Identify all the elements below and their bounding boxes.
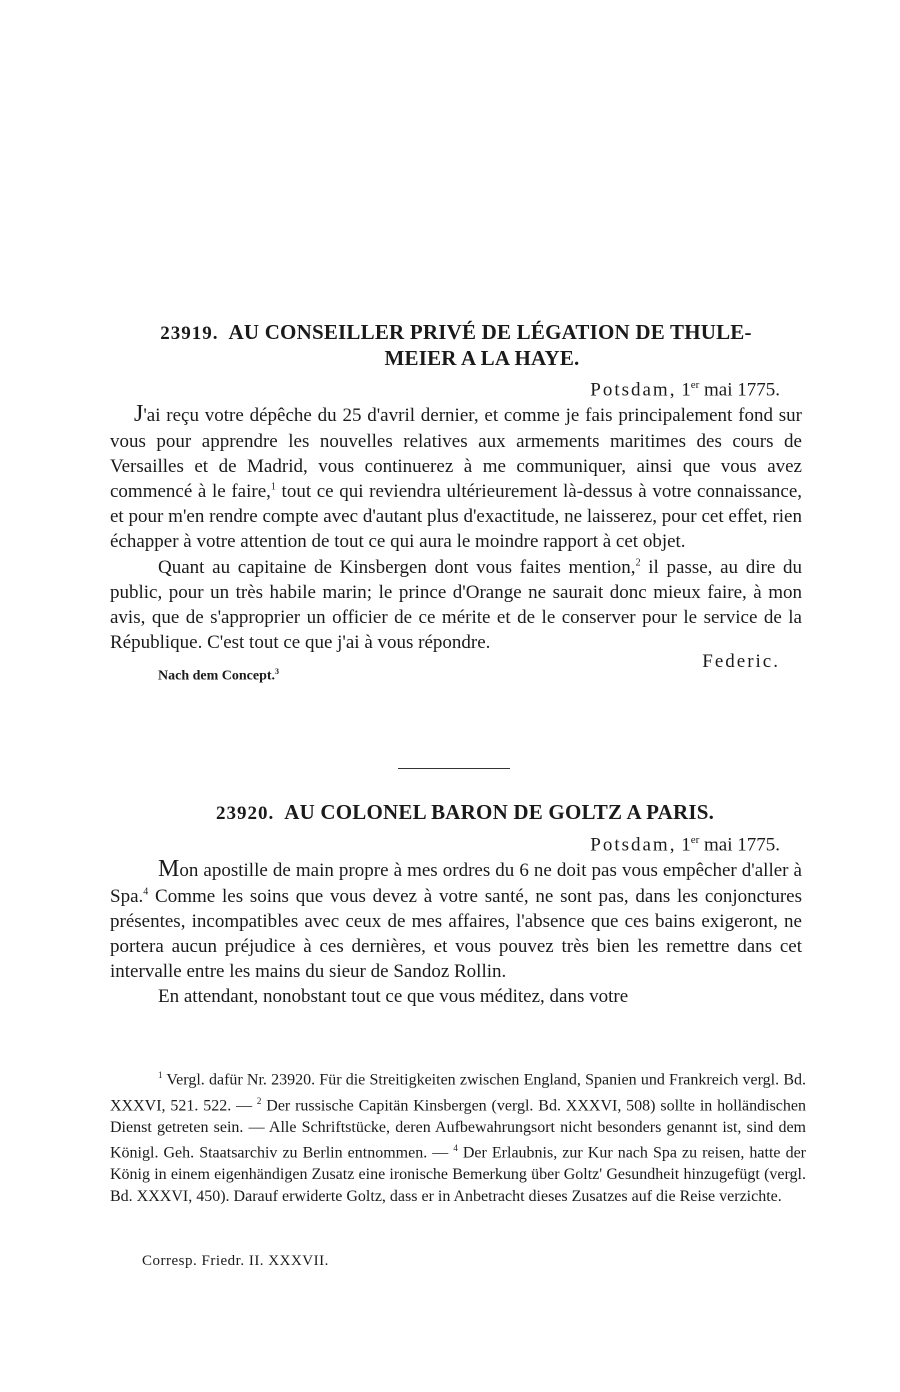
letter-title: AU COLONEL BARON DE GOLTZ A PARIS. — [284, 800, 715, 824]
letter-23919 — [110, 320, 802, 685]
footnote-text: Vergl. dafür Nr. 23920. Für die Streitigkeiten zwischen England, Spanien und Frankreich vergl. Bd. XXXVI, 521. 522. — — [110, 1071, 806, 1115]
paragraph — [110, 555, 802, 656]
paragraph-text: tout ce qui reviendra ultérieurement là-dessus à votre connaissance, et pour m'en rendre compte avec d'autant plus d'exactitude, ne laisserez, pour cet effet, rien échapper à votre attention de tout ce qui aura le moindre rapport à cet objet. — [110, 480, 802, 553]
dateline-day: 1 — [681, 379, 691, 401]
separator-rule — [398, 768, 510, 769]
dateline-day-suffix: er — [690, 379, 700, 391]
paragraph-text: 'ai reçu votre dépêche du 25 d'avril dernier, et comme je fais principalement fond sur vous pour apprendre les nouvelles relatives aux armements maritimes des cours de Versailles et de Madrid, vous continuerez à me communiquer, ainsi que vous avez commencé à le faire, — [110, 405, 802, 502]
footnote-text: Der russische Capitän Kinsbergen (vergl. Bd. XXXVI, 508) sollte in holländischen Dienst getreten sein. — Alle Schriftstücke, deren Aufbewahrungsort nicht besonders genannt ist, sind dem Königl. Geh. Staatsarchiv zu Berlin entnommen. — — [110, 1097, 807, 1162]
paragraph-text: En attendant, nonobstant tout ce que vous méditez, dans votre — [158, 986, 629, 1008]
footnote-ref-1: 1 — [270, 481, 276, 493]
paragraph-text: Quant au capitaine de Kinsbergen dont vous faites mention, — [158, 556, 636, 578]
paragraph-text: il passe, au dire du public, pour un très habile marin; le prince d'Orange ne saurait donc mieux faire, à mon avis, que de s'approprier un officier de ce mérite et de le conserver pour le service de la République. C'est tout ce que j'ai à vous répondre. — [110, 556, 803, 654]
letter-title: AU CONSEILLER PRIVÉ DE LÉGATION DE THULE- — [228, 320, 752, 344]
footnote-text: Der Erlaubnis, zur Kur nach Spa zu reisen, hatte der König in einem eigenhändigen Zusatz eine ironische Bemerkung über Goltz' Gesundheit hinzugefügt (vergl. Bd. XXXVI, 450). Darauf erwiderte Goltz, dass er in Anbetracht dieses Zusatzes auf die Reise verzichte. — [110, 1144, 806, 1205]
paragraph-text: Comme les soins que vous devez à votre santé, ne sont pas, dans les conjonctures présentes, incompatibles avec ceux de mes affaires, l'absence que ces bains exigeront, ne portera aucun préjudice à ces dernières, et vous pouvez très bien les remettre dans cet intervalle entre les mains du sieur de Sandoz Rollin. — [110, 885, 802, 983]
footnote-marker-4: 4 — [453, 1143, 458, 1154]
letter-number: 23919. — [160, 323, 219, 344]
dateline-day-suffix: er — [690, 834, 700, 846]
letter-closing — [110, 651, 802, 685]
dateline-place: Potsdam, — [590, 379, 677, 401]
page-footer: Corresp. Friedr. II. XXXVII. — [142, 1253, 329, 1269]
letter-title-continued: MEIER A LA HAYE. — [384, 346, 580, 370]
footnote-marker-1: 1 — [158, 1070, 163, 1080]
letter-heading — [110, 320, 802, 371]
letter-heading — [110, 800, 802, 826]
dateline-month-year: mai 1775. — [704, 834, 780, 856]
letter-number: 23920. — [215, 803, 275, 824]
footnote-ref-3: 3 — [275, 667, 280, 677]
footnote-marker-2: 2 — [256, 1095, 262, 1106]
dateline-place: Potsdam, — [590, 834, 677, 856]
footnote-block — [110, 1065, 806, 1208]
source-note-text: Nach dem Concept. — [158, 669, 276, 685]
dateline-month-year: mai 1775. — [704, 379, 780, 401]
dateline — [110, 828, 780, 857]
dateline — [110, 373, 780, 402]
initial-letter: J — [134, 401, 144, 428]
source-note — [158, 667, 279, 685]
paragraph — [110, 984, 802, 1009]
footnote-ref-4: 4 — [143, 886, 149, 898]
paragraph — [110, 857, 802, 984]
paragraph — [110, 402, 802, 554]
initial-letter: M — [158, 856, 180, 883]
footnote-ref-2: 2 — [635, 557, 641, 569]
signature: Federic. — [702, 651, 780, 673]
footnotes — [110, 1065, 806, 1208]
letter-23920 — [110, 800, 802, 1010]
dateline-day: 1 — [681, 834, 691, 856]
paragraph-text: on apostille de main propre à mes ordres du 6 ne doit pas vous empêcher d'aller à Spa. — [110, 860, 802, 907]
